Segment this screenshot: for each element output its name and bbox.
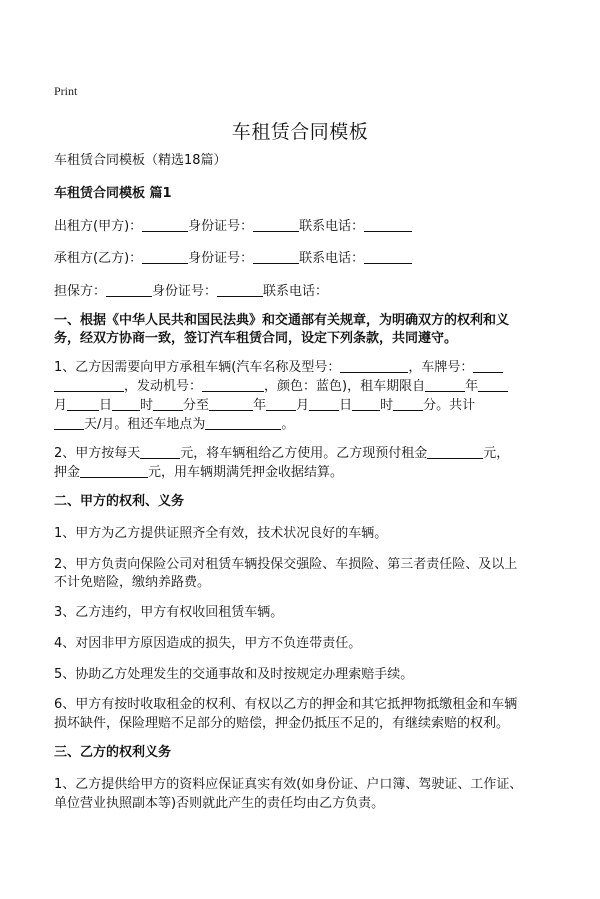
lessor-id-blank[interactable] <box>253 217 299 232</box>
hour-label: 时 <box>140 398 154 413</box>
end-year-label: 年 <box>253 398 267 413</box>
deposit-blank[interactable] <box>80 463 148 478</box>
lessor-item-6-line-2: 损坏缺件，保险理赔不足部分的赔偿，押金仍抵压不足的，有继续索赔的权利。 <box>54 716 510 731</box>
clause-1-text: 1、乙方因需要向甲方承租车辆(汽车名称及型号： <box>54 360 341 375</box>
color-period-label: ，颜色：蓝色)，租车期限自 <box>264 379 426 394</box>
minute-total-label: 分。共计 <box>423 398 476 413</box>
end-minute-blank[interactable] <box>393 396 423 411</box>
yuan-label: 元， <box>483 446 510 461</box>
guarantor-row <box>54 282 554 302</box>
clause-one-heading-line-1: 一、根据《中华人民共和国民法典》和交通部有关规章，为明确双方的权利和义 <box>54 313 510 328</box>
deposit-settlement-text: 元，用车辆期满凭押金收据结算。 <box>148 465 344 480</box>
end-hour-blank[interactable] <box>352 396 380 411</box>
lessee-id-label: 身份证号： <box>188 251 254 266</box>
clause-1-end: 。 <box>281 417 295 432</box>
end-year-blank[interactable] <box>209 396 253 411</box>
end-month-blank[interactable] <box>266 396 296 411</box>
lessor-phone-blank[interactable] <box>364 217 412 232</box>
section-title: 车租赁合同模板 篇1 <box>54 186 172 201</box>
lessee-item-1-line-2: 单位营业执照副本等)否则就此产生的责任均由乙方负责。 <box>54 796 385 811</box>
start-minute-blank[interactable] <box>153 396 183 411</box>
lessor-item-4: 4、对因非甲方原因造成的损失，甲方不负连带责任。 <box>54 636 362 651</box>
car-model-blank[interactable] <box>340 358 408 373</box>
deposit-label: 押金 <box>54 465 81 480</box>
clause-one-heading-line-2: 务，经双方协商一致，签订汽车租赁合同，设定下列条款，共同遵守。 <box>54 331 458 346</box>
lessor-item-5: 5、协助乙方处理发生的交通事故和及时按规定办理索赔手续。 <box>54 667 414 682</box>
lessor-id-label: 身份证号： <box>188 219 254 234</box>
end-month-label: 月 <box>296 398 310 413</box>
clause-1-line-1 <box>54 358 554 378</box>
engine-blank[interactable] <box>202 377 264 392</box>
minute-to-label: 分至 <box>183 398 210 413</box>
guarantor-phone-label: 联系电话： <box>263 284 329 299</box>
plate-blank[interactable] <box>473 358 503 373</box>
guarantor-id-blank[interactable] <box>217 282 263 297</box>
engine-label: ，发动机号： <box>124 379 203 394</box>
lessor-phone-label: 联系电话： <box>299 219 365 234</box>
clause-2-line-2 <box>54 463 554 483</box>
clause-1-line-4 <box>54 415 554 435</box>
daily-rent-blank[interactable] <box>140 444 180 459</box>
end-day-label: 日 <box>339 398 353 413</box>
location-blank[interactable] <box>205 415 281 430</box>
start-year-blank[interactable] <box>425 377 465 392</box>
lessee-rights-heading: 三、乙方的权利义务 <box>54 745 172 760</box>
lessor-name-blank[interactable] <box>142 217 188 232</box>
day-label: 日 <box>99 398 113 413</box>
start-hour-blank[interactable] <box>112 396 140 411</box>
end-hour-label: 时 <box>380 398 394 413</box>
guarantor-label: 担保方： <box>54 284 107 299</box>
location-label: 天/月。租还车地点为 <box>84 417 206 432</box>
lessee-name-blank[interactable] <box>142 249 188 264</box>
lessor-label: 出租方(甲方)： <box>54 219 143 234</box>
clause-2-line-1 <box>54 444 554 464</box>
daily-rent-label: 2、甲方按每天 <box>54 446 141 461</box>
start-day-blank[interactable] <box>67 396 99 411</box>
prepaid-rent-blank[interactable] <box>427 444 483 459</box>
lessee-label: 承租方(乙方)： <box>54 251 143 266</box>
year-label: 年 <box>465 379 479 394</box>
end-day-blank[interactable] <box>309 396 339 411</box>
total-days-blank[interactable] <box>54 415 84 430</box>
plate-blank-cont[interactable] <box>54 377 124 392</box>
lessor-item-2-line-1: 2、甲方负责向保险公司对租赁车辆投保交强险、车损险、第三者责任险、及以上 <box>54 557 518 572</box>
lessor-rights-heading: 二、甲方的权利、义务 <box>54 494 185 509</box>
start-month-blank[interactable] <box>478 377 508 392</box>
lessor-item-3: 3、乙方违约，甲方有权收回租赁车辆。 <box>54 605 284 620</box>
lessee-phone-label: 联系电话： <box>299 251 365 266</box>
document-subtitle: 车租赁合同模板（精选18篇） <box>54 153 227 168</box>
clause-1-line-2 <box>54 377 554 397</box>
document-title: 车租赁合同模板 <box>231 121 369 143</box>
lessee-item-1-line-1: 1、乙方提供给甲方的资料应保证真实有效(如身份证、户口簿、驾驶证、工作证、 <box>54 777 523 792</box>
lessee-row <box>54 249 554 269</box>
lessor-item-1: 1、甲方为乙方提供证照齐全有效，技术状况良好的车辆。 <box>54 526 388 541</box>
print-link[interactable]: Print <box>54 84 78 98</box>
lessor-row <box>54 217 554 237</box>
guarantor-id-label: 身份证号： <box>152 284 218 299</box>
lessee-id-blank[interactable] <box>253 249 299 264</box>
guarantor-name-blank[interactable] <box>106 282 152 297</box>
plate-label: ，车牌号： <box>408 360 474 375</box>
lessor-item-6-line-1: 6、甲方有按时收取租金的权利、有权以乙方的押金和其它抵押物抵缴租金和车辆 <box>54 697 518 712</box>
month-label: 月 <box>54 398 68 413</box>
prepaid-rent-label: 元，将车辆租给乙方使用。乙方现预付租金 <box>180 446 428 461</box>
lessee-phone-blank[interactable] <box>364 249 412 264</box>
clause-1-line-3 <box>54 396 554 416</box>
lessor-item-2-line-2: 不计免赔险，缴纳养路费。 <box>54 575 211 590</box>
